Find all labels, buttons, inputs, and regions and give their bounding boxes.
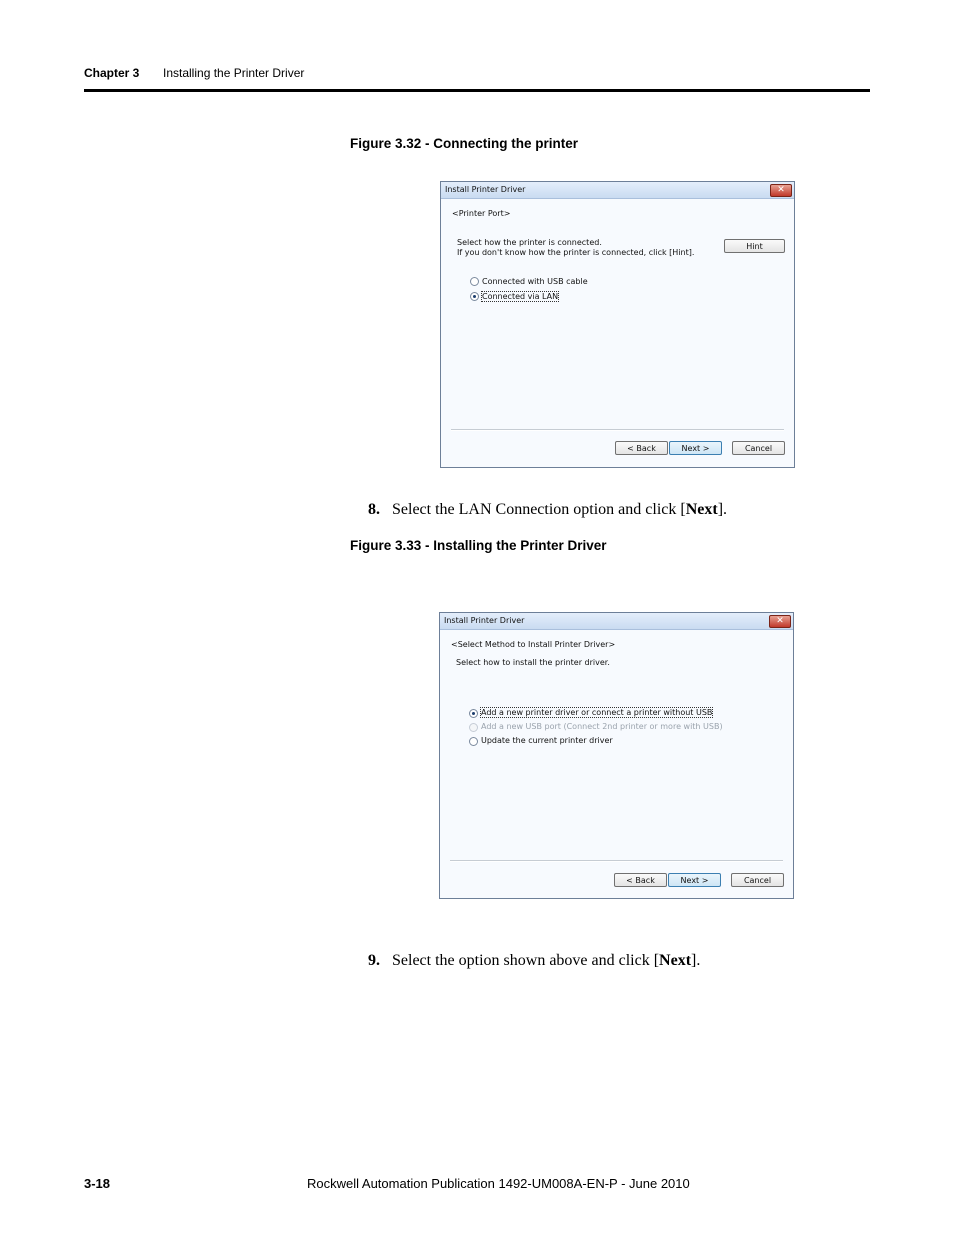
page-number: 3-18 <box>84 1176 111 1191</box>
chapter-label: Chapter 3 <box>84 66 140 80</box>
install-printer-driver-dialog-port <box>440 181 795 468</box>
dialog-title: Install Printer Driver <box>444 616 525 625</box>
step-number: 8. <box>368 501 380 518</box>
next-button[interactable]: Next > <box>668 873 721 887</box>
next-button[interactable]: Next > <box>669 441 722 455</box>
figure-caption-3-32: Figure 3.32 - Connecting the printer <box>350 136 579 151</box>
close-icon[interactable]: ✕ <box>770 184 792 197</box>
option-add-usb-port-label: Add a new USB port (Connect 2nd printer or more with USB) <box>481 722 723 731</box>
step-text: Select the LAN Connection option and click [ <box>392 501 686 518</box>
instruction-line-2: If you don't know how the printer is connected, click [Hint]. <box>457 248 695 257</box>
option-update-driver-label[interactable]: Update the current printer driver <box>481 736 613 745</box>
button-separator <box>451 429 784 431</box>
step-number: 9. <box>368 952 380 969</box>
install-printer-driver-dialog-method <box>439 612 794 899</box>
radio-usb-cable[interactable] <box>470 277 479 286</box>
instruction-line: Select how to install the printer driver. <box>456 658 610 667</box>
button-separator <box>450 860 783 862</box>
radio-add-usb-port <box>469 723 478 732</box>
step-9 <box>368 952 700 970</box>
radio-lan[interactable] <box>470 292 479 301</box>
dialog-titlebar <box>441 182 794 199</box>
option-lan-label[interactable]: Connected via LAN <box>482 292 559 301</box>
option-usb-label[interactable]: Connected with USB cable <box>482 277 588 286</box>
back-button[interactable]: < Back <box>615 441 668 455</box>
chapter-title: Installing the Printer Driver <box>163 66 305 80</box>
radio-add-new-driver[interactable] <box>469 709 478 718</box>
section-heading: <Select Method to Install Printer Driver> <box>451 640 616 649</box>
back-button[interactable]: < Back <box>614 873 667 887</box>
publication-info: Rockwell Automation Publication 1492-UM008A-EN-P - June 2010 <box>307 1176 690 1191</box>
cancel-button[interactable]: Cancel <box>732 441 785 455</box>
step-text-end: ]. <box>691 952 701 969</box>
close-icon[interactable]: ✕ <box>769 615 791 628</box>
radio-update-driver[interactable] <box>469 737 478 746</box>
step-text: Select the option shown above and click [ <box>392 952 660 969</box>
step-text-end: ]. <box>717 501 728 518</box>
step-bold: Next <box>659 952 692 969</box>
step-8 <box>368 501 727 519</box>
option-add-new-driver-label[interactable]: Add a new printer driver or connect a printer without USB <box>481 708 713 717</box>
dialog-title: Install Printer Driver <box>445 185 526 194</box>
dialog-titlebar <box>440 613 793 630</box>
step-bold: Next <box>685 501 718 518</box>
figure-caption-3-33: Figure 3.33 - Installing the Printer Driver <box>350 538 607 553</box>
cancel-button[interactable]: Cancel <box>731 873 784 887</box>
header-rule <box>84 89 870 92</box>
hint-button[interactable]: Hint <box>724 239 785 253</box>
section-heading: <Printer Port> <box>452 209 511 218</box>
instruction-line-1: Select how the printer is connected. <box>457 238 602 247</box>
